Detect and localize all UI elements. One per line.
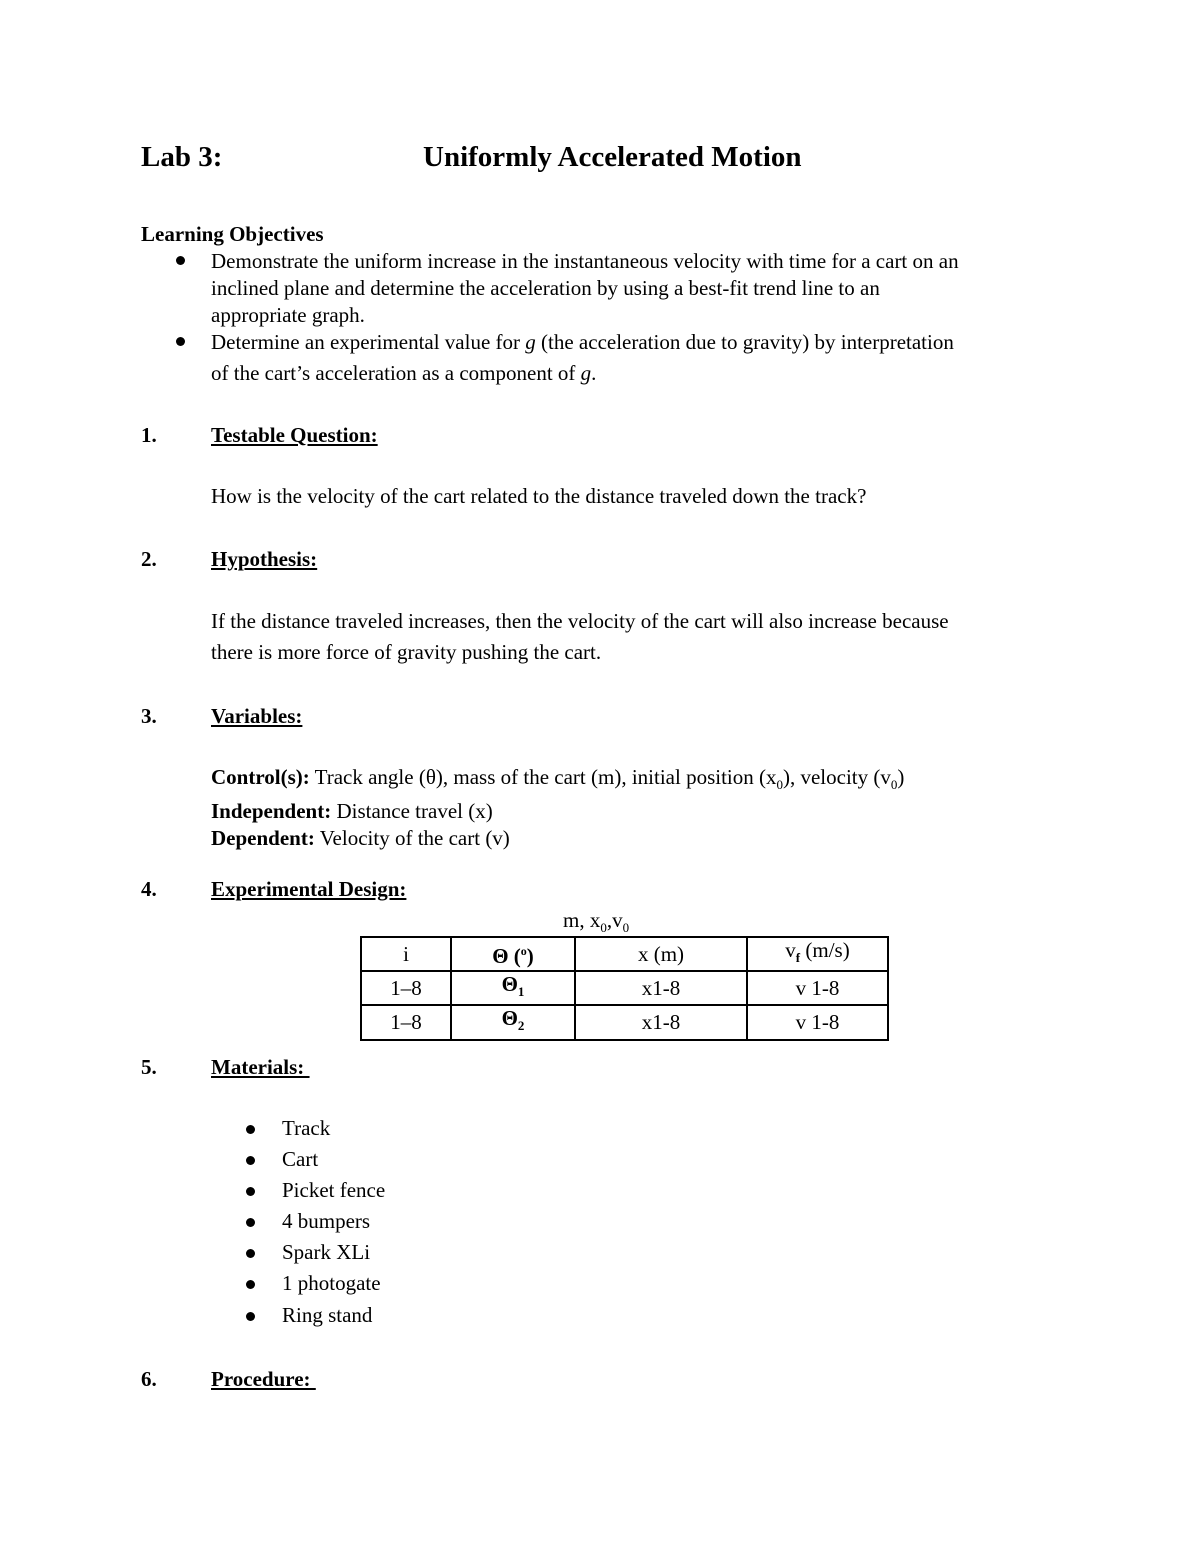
bullet-icon	[246, 1312, 255, 1321]
material-item: Picket fence	[282, 1178, 386, 1202]
section-1-title: Testable Question:	[211, 423, 378, 447]
table-row	[361, 1005, 888, 1039]
table-cell: v 1-8	[747, 971, 888, 1005]
section-3-title: Variables:	[211, 704, 303, 728]
hypothesis-line-1: If the distance traveled increases, then the velocity of the cart will also increase because	[211, 609, 949, 633]
material-item: Cart	[282, 1147, 319, 1171]
table-cell: 1–8	[361, 1005, 451, 1039]
objective-1-line-3: appropriate graph.	[211, 303, 365, 327]
material-item: Spark XLi	[282, 1240, 371, 1264]
material-item: 4 bumpers	[282, 1209, 371, 1233]
section-2-title: Hypothesis:	[211, 547, 318, 571]
header-v: $v_f$ (m/s)	[747, 937, 888, 971]
testable-question-text: How is the velocity of the cart related to the distance traveled down the track?	[211, 484, 867, 508]
bullet-icon	[176, 256, 185, 265]
section-5-number: 5.	[141, 1055, 157, 1079]
objectives-heading: Learning Objectives	[141, 222, 324, 246]
variables-list	[211, 764, 904, 852]
section-3-number: 3.	[141, 704, 157, 728]
material-item: 1 photogate	[282, 1271, 381, 1295]
bullet-icon	[246, 1187, 255, 1196]
objective-2	[211, 327, 954, 389]
table-cell: x1-8	[575, 971, 747, 1005]
bullet-icon	[246, 1249, 255, 1258]
header-x: x (m)	[575, 937, 747, 971]
objective-1	[211, 246, 959, 331]
header-i: i	[361, 937, 451, 971]
objective-1-line-1: Demonstrate the uniform increase in the instantaneous velocity with time for a cart on an	[211, 249, 959, 273]
dependent-variable: Dependent: Velocity of the cart (v)	[211, 826, 510, 851]
section-5-title: Materials:	[211, 1055, 310, 1079]
table-caption: m, $x_0,v_0$	[563, 908, 630, 936]
material-item: Ring stand	[282, 1303, 373, 1327]
page-title: Uniformly Accelerated Motion	[423, 141, 802, 173]
bullet-icon	[246, 1218, 255, 1227]
table-header-row	[361, 937, 888, 971]
bullet-icon	[246, 1280, 255, 1289]
objective-2-line-1: Determine an experimental value for g (the acceleration due to gravity) by interpretation	[211, 330, 954, 354]
bullet-icon	[246, 1125, 255, 1134]
experimental-design-table	[360, 936, 889, 1041]
control-variables: Control(s): Track angle (θ), mass of the cart (m), initial position $(x_0)$, velocity $(v_0)$	[211, 765, 905, 793]
section-4-title: Experimental Design:	[211, 877, 407, 901]
section-2-number: 2.	[141, 547, 157, 571]
table-cell: 1–8	[361, 971, 451, 1005]
bullet-icon	[246, 1156, 255, 1165]
independent-variable: Independent: Distance travel (x)	[211, 799, 493, 824]
section-6-title: Procedure:	[211, 1367, 316, 1391]
table-cell: $\Theta_2$	[451, 1005, 575, 1039]
lab-number: Lab 3:	[141, 141, 223, 173]
bullet-icon	[176, 337, 185, 346]
objective-2-line-2: of the cart’s acceleration as a component of g.	[211, 361, 597, 385]
table-cell: $\Theta_1$	[451, 971, 575, 1005]
table-cell: x1-8	[575, 1005, 747, 1039]
section-6-number: 6.	[141, 1367, 157, 1391]
objective-1-line-2: inclined plane and determine the acceleration by using a best-fit trend line to an	[211, 276, 880, 300]
table-row	[361, 971, 888, 1005]
hypothesis-line-2: there is more force of gravity pushing the cart.	[211, 640, 602, 664]
table-cell: v 1-8	[747, 1005, 888, 1039]
section-1-number: 1.	[141, 423, 157, 447]
header-theta: Θ ($^o$)	[451, 937, 575, 971]
material-item: Track	[282, 1116, 331, 1140]
section-4-number: 4.	[141, 877, 157, 901]
hypothesis-text	[211, 606, 949, 668]
